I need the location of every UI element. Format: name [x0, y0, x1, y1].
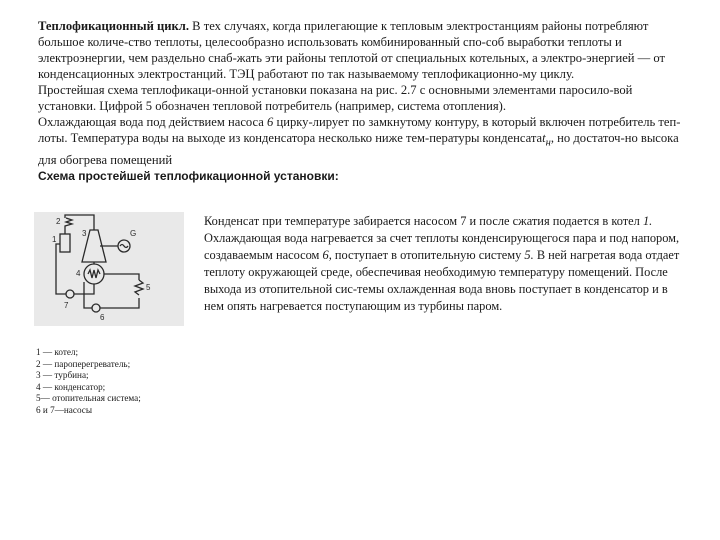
- cooling-inlet-line: [84, 282, 92, 308]
- legend-item: 3 — турбина;: [36, 370, 89, 381]
- figure-label-7: 7: [64, 301, 69, 310]
- figure-label-6: 6: [100, 313, 105, 322]
- p3-text-b: цирку-лирует по замкнутому контуру, в который включен потребитель теп-лоты. Температура воды на выходе из конденсатора несколько ниже тем-пературы конденсата: [38, 115, 681, 145]
- figure-label-4: 4: [76, 269, 81, 278]
- condenser-shape: [84, 264, 104, 284]
- generator-wave: [120, 245, 128, 248]
- cycle-heading: Теплофикационный цикл.: [38, 19, 190, 33]
- figure-label-2: 2: [56, 217, 61, 226]
- intro-paragraph-2: Простейшая схема теплофикаци-онной установки показана на рис. 2.7 с основными элементами паросило-вой установки. Цифрой 5 обозначен тепловой потребитель (например, система отопления).: [38, 83, 633, 113]
- figure-legend: [36, 347, 236, 417]
- right-italic-5: 5.: [524, 248, 534, 262]
- pump-6-shape: [92, 304, 100, 312]
- intro-text: [38, 18, 688, 184]
- right-text-b: Охлаждающая вода нагревается за счет теплоты конденсирующегося пара и под напором, создаваемым насосом: [204, 231, 680, 262]
- intro-paragraph-1: [38, 18, 688, 82]
- intro-paragraph-1-text: В тех случаях, когда прилегающие к тепловым электростанциям районы потребляют большое количе-ство теплоты, целесообразно использовать комбинированный спо-соб выработки теплоты и электроэнергии, чем раздельно снаб-жать эти районы теплотой от специальных котельных, а электро-энергией — от конденсационных электростанций. ТЭЦ работают по так называемому теплофикационно-му циклу.: [38, 19, 666, 81]
- legend-item: 2 — пароперегреватель;: [36, 358, 131, 369]
- right-italic-6: 6,: [322, 248, 332, 262]
- right-text-d: В ней нагретая вода отдает теплоту окружающей среде, обеспечивая необходимую температуру помещений. После выхода из отопительной сис-темы охлажденная вода вновь поступает в конденсатор и в нем опять нагревается поступающим из турбины паром.: [204, 248, 680, 313]
- condenser-coil: [88, 270, 100, 278]
- figure-label-g: G: [130, 229, 137, 238]
- p3-italic-6: 6: [267, 115, 274, 129]
- superheater-shape: [65, 218, 72, 234]
- scheme-diagram: [34, 212, 184, 326]
- scheme-heading: Схема простейшей теплофикационной установки:: [38, 168, 339, 183]
- legend-item: 6 и 7—насосы: [36, 404, 93, 415]
- figure-label-1: 1: [52, 235, 57, 244]
- legend-item: 1 — котел;: [36, 347, 79, 357]
- heating-system-shape: [135, 280, 143, 295]
- p3-subscript: н: [545, 137, 551, 149]
- p3-text-a: Охлаждающая вода под действием насоса: [38, 115, 268, 129]
- return-line: [100, 298, 139, 308]
- legend-item: 5— отопительная система;: [36, 393, 141, 404]
- pump-7-shape: [66, 290, 74, 298]
- right-italic-1: 1.: [642, 214, 653, 228]
- p3-t-symbol: t: [542, 131, 546, 145]
- right-text-c: поступает в отопительную систему: [331, 248, 525, 262]
- p3-text-c: , но достаточ-но высока для обогрева помещений: [38, 131, 679, 167]
- intro-paragraph-3: [38, 114, 688, 168]
- figure-label-5: 5: [146, 283, 151, 292]
- legend-item: 4 — конденсатор;: [36, 381, 106, 392]
- hot-water-line: [104, 274, 139, 280]
- scheme-figure: [34, 212, 184, 326]
- right-text-a: Конденсат при температуре забирается насосом 7 и после сжатия подается в котел: [204, 214, 643, 228]
- right-paragraph: [204, 213, 684, 315]
- boiler-shape: [60, 234, 70, 252]
- figure-label-3: 3: [82, 229, 87, 238]
